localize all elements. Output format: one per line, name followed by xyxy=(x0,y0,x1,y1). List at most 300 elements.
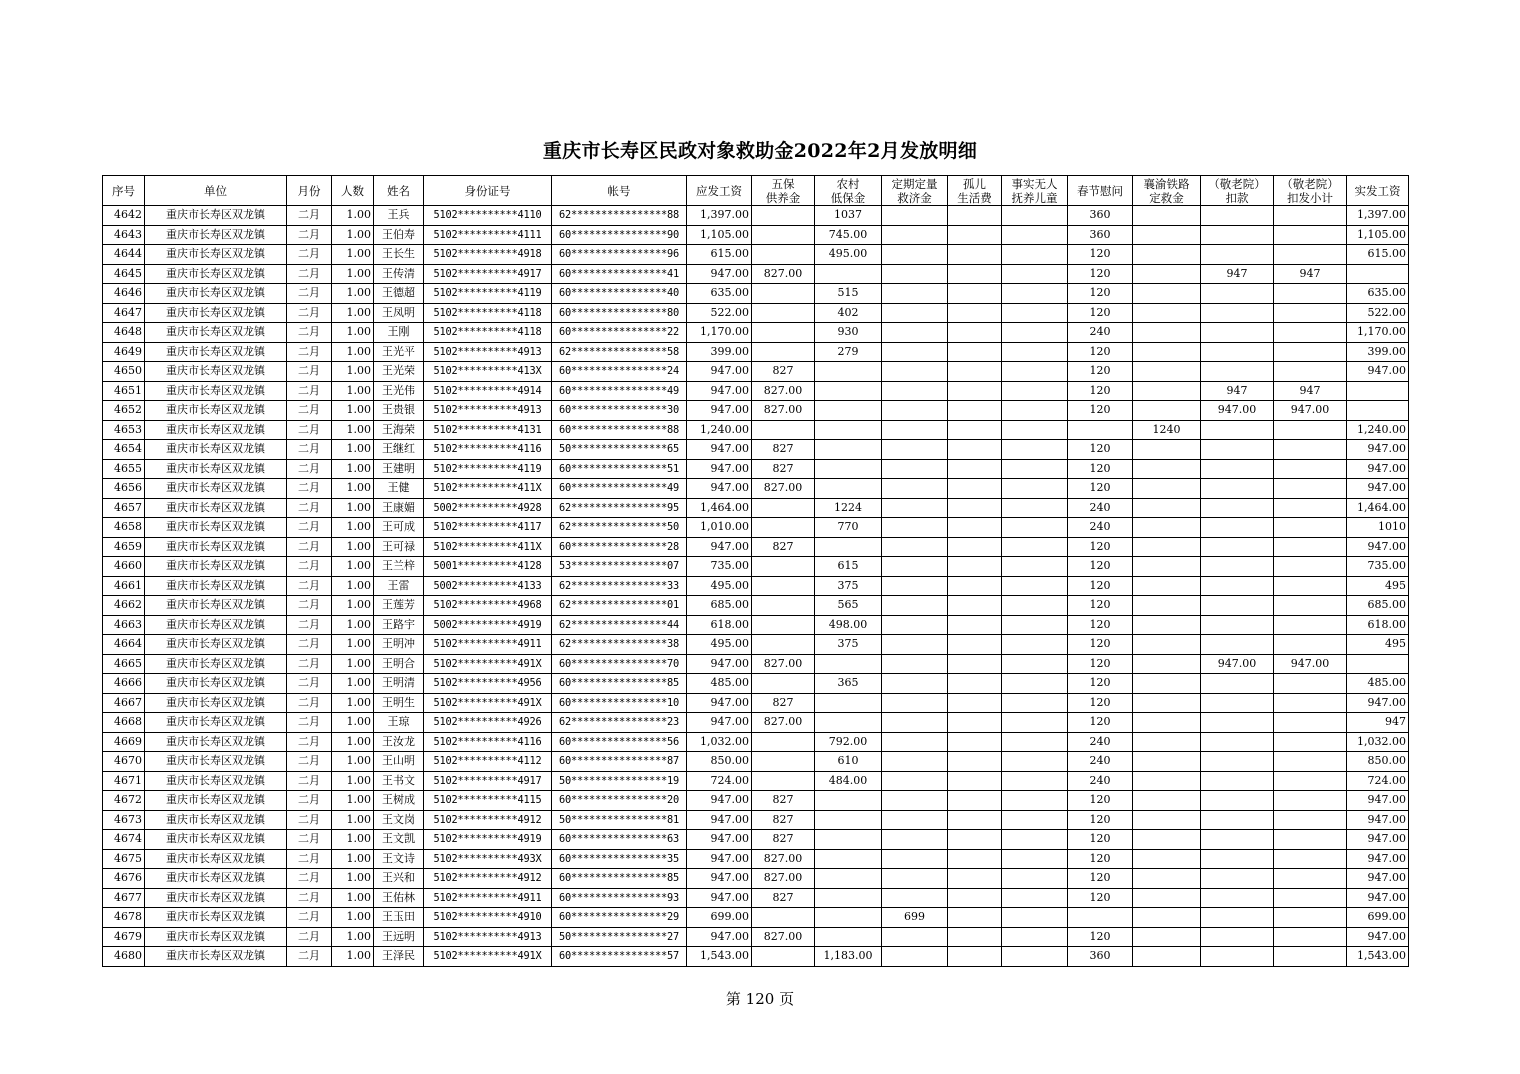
table-cell xyxy=(948,830,1002,850)
table-cell: 5102**********4118 xyxy=(424,323,552,343)
table-cell xyxy=(1133,479,1201,499)
table-cell: 重庆市长寿区双龙镇 xyxy=(145,245,287,265)
table-row xyxy=(103,674,1409,694)
table-cell: 二月 xyxy=(287,927,332,947)
table-cell xyxy=(1274,713,1347,733)
table-cell xyxy=(948,810,1002,830)
table-cell xyxy=(1274,537,1347,557)
table-cell xyxy=(1274,732,1347,752)
table-cell: 1.00 xyxy=(332,771,374,791)
table-cell: 1.00 xyxy=(332,635,374,655)
table-cell: 5102**********4913 xyxy=(424,342,552,362)
table-cell xyxy=(948,576,1002,596)
table-cell: 5102**********4119 xyxy=(424,284,552,304)
table-cell: 王书文 xyxy=(374,771,424,791)
table-cell xyxy=(1002,245,1068,265)
table-cell: 1.00 xyxy=(332,791,374,811)
table-cell: 1,105.00 xyxy=(687,225,752,245)
table-cell: 5102**********491X xyxy=(424,947,552,967)
table-cell xyxy=(948,557,1002,577)
table-cell: 重庆市长寿区双龙镇 xyxy=(145,947,287,967)
table-cell: 5102**********4116 xyxy=(424,440,552,460)
header-cell: 事实无人 抚养儿童 xyxy=(1002,176,1068,206)
table-cell: 1.00 xyxy=(332,459,374,479)
table-cell xyxy=(1201,947,1274,967)
table-cell xyxy=(1201,732,1274,752)
table-cell: 635.00 xyxy=(687,284,752,304)
table-cell xyxy=(948,791,1002,811)
table-cell: 62****************88 xyxy=(552,206,687,226)
page-title: 重庆市长寿区民政对象救助金2022年2月发放明细 xyxy=(542,140,978,162)
table-cell: 60****************29 xyxy=(552,908,687,928)
table-cell: 360 xyxy=(1068,225,1133,245)
table-cell xyxy=(882,323,948,343)
table-row xyxy=(103,420,1409,440)
table-cell: 重庆市长寿区双龙镇 xyxy=(145,927,287,947)
table-cell: 947.00 xyxy=(1201,401,1274,421)
table-cell: 240 xyxy=(1068,752,1133,772)
table-cell: 5001**********4128 xyxy=(424,557,552,577)
table-cell xyxy=(1133,674,1201,694)
table-cell: 重庆市长寿区双龙镇 xyxy=(145,401,287,421)
table-cell xyxy=(1201,810,1274,830)
table-cell xyxy=(1002,810,1068,830)
table-cell: 947.00 xyxy=(687,654,752,674)
table-cell: 685.00 xyxy=(1347,596,1409,616)
table-cell xyxy=(1274,771,1347,791)
table-cell: 二月 xyxy=(287,518,332,538)
table-cell: 62****************95 xyxy=(552,498,687,518)
table-cell: 1,105.00 xyxy=(1347,225,1409,245)
table-cell: 1.00 xyxy=(332,674,374,694)
table-row xyxy=(103,810,1409,830)
table-cell: 615.00 xyxy=(687,245,752,265)
table-cell xyxy=(1201,791,1274,811)
table-cell: 王明生 xyxy=(374,693,424,713)
table-cell: 5102**********4914 xyxy=(424,381,552,401)
table-cell: 827.00 xyxy=(752,401,815,421)
table-cell: 5102**********4912 xyxy=(424,810,552,830)
table-cell: 1,240.00 xyxy=(687,420,752,440)
table-cell xyxy=(1002,557,1068,577)
table-cell: 二月 xyxy=(287,576,332,596)
table-cell xyxy=(815,810,882,830)
table-cell xyxy=(1133,401,1201,421)
table-cell: 王可禄 xyxy=(374,537,424,557)
table-cell: 重庆市长寿区双龙镇 xyxy=(145,225,287,245)
table-cell xyxy=(1002,947,1068,967)
table-cell xyxy=(948,615,1002,635)
table-cell xyxy=(815,537,882,557)
table-cell xyxy=(1133,615,1201,635)
table-cell: 947.00 xyxy=(687,849,752,869)
table-cell xyxy=(1274,947,1347,967)
table-cell xyxy=(752,498,815,518)
table-cell xyxy=(1002,381,1068,401)
table-cell xyxy=(948,284,1002,304)
table-cell xyxy=(948,264,1002,284)
header-cell: 春节慰问 xyxy=(1068,176,1133,206)
table-cell: 485.00 xyxy=(1347,674,1409,694)
table-cell xyxy=(1133,791,1201,811)
table-cell xyxy=(882,674,948,694)
table-cell xyxy=(1002,576,1068,596)
table-cell xyxy=(815,654,882,674)
table-cell xyxy=(1068,420,1133,440)
table-cell: 60****************96 xyxy=(552,245,687,265)
table-cell xyxy=(752,674,815,694)
table-cell xyxy=(882,947,948,967)
table-cell xyxy=(1002,693,1068,713)
table-cell xyxy=(1133,576,1201,596)
table-cell xyxy=(882,576,948,596)
table-cell xyxy=(752,596,815,616)
table-row xyxy=(103,557,1409,577)
table-cell: 二月 xyxy=(287,264,332,284)
table-cell xyxy=(1201,752,1274,772)
table-cell: 50****************19 xyxy=(552,771,687,791)
table-cell: 60****************88 xyxy=(552,420,687,440)
table-cell xyxy=(948,303,1002,323)
table-cell: 1,543.00 xyxy=(1347,947,1409,967)
table-cell xyxy=(1274,323,1347,343)
table-row xyxy=(103,596,1409,616)
table-cell xyxy=(815,401,882,421)
table-cell xyxy=(752,342,815,362)
table-cell xyxy=(815,440,882,460)
table-cell: 360 xyxy=(1068,947,1133,967)
table-cell xyxy=(882,557,948,577)
table-cell xyxy=(752,576,815,596)
table-cell: 1010 xyxy=(1347,518,1409,538)
table-cell xyxy=(1002,518,1068,538)
table-cell: 495.00 xyxy=(815,245,882,265)
table-cell xyxy=(948,869,1002,889)
table-cell xyxy=(1002,927,1068,947)
table-cell xyxy=(1133,654,1201,674)
table-cell: 重庆市长寿区双龙镇 xyxy=(145,752,287,772)
table-cell: 重庆市长寿区双龙镇 xyxy=(145,323,287,343)
table-cell: 4652 xyxy=(103,401,145,421)
table-cell xyxy=(1133,362,1201,382)
table-cell: 375 xyxy=(815,576,882,596)
table-cell xyxy=(948,713,1002,733)
table-row xyxy=(103,264,1409,284)
table-cell xyxy=(752,284,815,304)
table-cell: 60****************24 xyxy=(552,362,687,382)
table-cell: 62****************38 xyxy=(552,635,687,655)
table-cell: 4645 xyxy=(103,264,145,284)
table-cell: 4670 xyxy=(103,752,145,772)
table-cell xyxy=(752,908,815,928)
table-cell: 947.00 xyxy=(1347,362,1409,382)
table-row xyxy=(103,752,1409,772)
table-cell xyxy=(948,732,1002,752)
table-cell xyxy=(1201,635,1274,655)
table-cell: 王传清 xyxy=(374,264,424,284)
table-cell: 二月 xyxy=(287,654,332,674)
table-cell: 120 xyxy=(1068,342,1133,362)
header-cell: 姓名 xyxy=(374,176,424,206)
table-cell xyxy=(1201,420,1274,440)
table-cell: 1.00 xyxy=(332,206,374,226)
table-row xyxy=(103,830,1409,850)
table-cell: 120 xyxy=(1068,362,1133,382)
table-cell xyxy=(882,362,948,382)
table-cell: 947.00 xyxy=(1347,459,1409,479)
table-cell: 5102**********4913 xyxy=(424,927,552,947)
table-row xyxy=(103,518,1409,538)
table-cell xyxy=(815,479,882,499)
table-cell: 120 xyxy=(1068,440,1133,460)
table-cell: 947.00 xyxy=(687,713,752,733)
table-cell: 5102**********491X xyxy=(424,693,552,713)
table-cell: 1,397.00 xyxy=(687,206,752,226)
table-cell xyxy=(948,401,1002,421)
table-cell: 二月 xyxy=(287,557,332,577)
table-cell xyxy=(1201,615,1274,635)
table-cell xyxy=(1201,323,1274,343)
table-cell xyxy=(948,342,1002,362)
table-cell xyxy=(1274,576,1347,596)
table-cell: 1.00 xyxy=(332,927,374,947)
table-cell xyxy=(1201,498,1274,518)
table-cell: 4677 xyxy=(103,888,145,908)
table-cell: 二月 xyxy=(287,947,332,967)
table-cell xyxy=(1002,401,1068,421)
table-cell: 495.00 xyxy=(687,576,752,596)
table-row xyxy=(103,245,1409,265)
table-cell: 4665 xyxy=(103,654,145,674)
table-cell: 5102**********4968 xyxy=(424,596,552,616)
table-cell: 618.00 xyxy=(1347,615,1409,635)
table-cell: 827.00 xyxy=(752,654,815,674)
table-cell: 二月 xyxy=(287,849,332,869)
table-cell: 827.00 xyxy=(752,849,815,869)
table-cell xyxy=(948,323,1002,343)
table-cell: 王文凯 xyxy=(374,830,424,850)
table-row xyxy=(103,459,1409,479)
table-cell xyxy=(815,908,882,928)
table-cell xyxy=(1133,557,1201,577)
table-cell xyxy=(1347,401,1409,421)
table-cell xyxy=(815,869,882,889)
table-cell: 1.00 xyxy=(332,557,374,577)
table-cell xyxy=(1274,518,1347,538)
table-cell xyxy=(1347,264,1409,284)
table-cell xyxy=(1274,635,1347,655)
table-cell xyxy=(1274,596,1347,616)
table-cell xyxy=(1274,791,1347,811)
table-cell: 60****************41 xyxy=(552,264,687,284)
table-cell xyxy=(1201,713,1274,733)
table-cell: 二月 xyxy=(287,908,332,928)
table-cell: 1.00 xyxy=(332,693,374,713)
table-cell: 827 xyxy=(752,810,815,830)
table-cell: 5102**********4926 xyxy=(424,713,552,733)
header-cell: 孤儿 生活费 xyxy=(948,176,1002,206)
table-cell xyxy=(1133,732,1201,752)
table-cell xyxy=(1274,752,1347,772)
table-cell: 947.00 xyxy=(687,791,752,811)
table-cell: 4647 xyxy=(103,303,145,323)
table-cell: 947 xyxy=(1274,381,1347,401)
table-cell xyxy=(752,557,815,577)
table-cell: 120 xyxy=(1068,830,1133,850)
table-cell: 120 xyxy=(1068,459,1133,479)
table-cell: 4646 xyxy=(103,284,145,304)
table-cell: 王佑林 xyxy=(374,888,424,908)
table-cell xyxy=(1274,498,1347,518)
table-cell: 4668 xyxy=(103,713,145,733)
table-cell xyxy=(1274,284,1347,304)
table-cell: 827.00 xyxy=(752,264,815,284)
table-cell: 二月 xyxy=(287,888,332,908)
table-cell: 827 xyxy=(752,362,815,382)
table-cell: 60****************20 xyxy=(552,791,687,811)
table-cell: 1.00 xyxy=(332,752,374,772)
table-cell: 二月 xyxy=(287,732,332,752)
table-row xyxy=(103,303,1409,323)
table-cell: 二月 xyxy=(287,830,332,850)
table-cell: 240 xyxy=(1068,518,1133,538)
table-cell: 1.00 xyxy=(332,615,374,635)
table-cell: 947.00 xyxy=(1347,810,1409,830)
table-cell: 5102**********4956 xyxy=(424,674,552,694)
table-cell: 4664 xyxy=(103,635,145,655)
table-cell: 王康媚 xyxy=(374,498,424,518)
table-row xyxy=(103,849,1409,869)
table-cell: 947.00 xyxy=(1347,791,1409,811)
header-cell: 身份证号 xyxy=(424,176,552,206)
table-cell: 60****************85 xyxy=(552,674,687,694)
table-cell xyxy=(882,518,948,538)
table-cell: 重庆市长寿区双龙镇 xyxy=(145,674,287,694)
table-cell xyxy=(882,342,948,362)
table-row xyxy=(103,908,1409,928)
table-cell: 120 xyxy=(1068,557,1133,577)
table-cell: 498.00 xyxy=(815,615,882,635)
table-cell: 1.00 xyxy=(332,323,374,343)
table-cell: 1.00 xyxy=(332,498,374,518)
table-cell xyxy=(1133,537,1201,557)
table-row xyxy=(103,479,1409,499)
table-cell: 王汝龙 xyxy=(374,732,424,752)
table-cell: 60****************49 xyxy=(552,381,687,401)
table-cell xyxy=(882,245,948,265)
header-cell: 月份 xyxy=(287,176,332,206)
table-cell: 50****************81 xyxy=(552,810,687,830)
table-cell: 947.00 xyxy=(687,362,752,382)
table-cell xyxy=(882,401,948,421)
table-cell xyxy=(882,849,948,869)
table-cell xyxy=(1133,752,1201,772)
table-cell xyxy=(752,752,815,772)
table-cell: 5102**********4910 xyxy=(424,908,552,928)
table-cell xyxy=(882,498,948,518)
table-cell: 王建明 xyxy=(374,459,424,479)
table-cell xyxy=(948,362,1002,382)
table-cell xyxy=(1002,498,1068,518)
table-cell: 827 xyxy=(752,537,815,557)
table-cell: 947.00 xyxy=(687,869,752,889)
table-cell xyxy=(1201,303,1274,323)
table-cell xyxy=(1133,693,1201,713)
table-cell xyxy=(882,381,948,401)
table-cell: 1,240.00 xyxy=(1347,420,1409,440)
table-cell xyxy=(882,225,948,245)
table-cell: 827.00 xyxy=(752,869,815,889)
table-cell: 4656 xyxy=(103,479,145,499)
table-cell: 二月 xyxy=(287,791,332,811)
table-cell: 5102**********4119 xyxy=(424,459,552,479)
table-cell: 1.00 xyxy=(332,732,374,752)
table-cell xyxy=(1201,245,1274,265)
table-cell xyxy=(1201,849,1274,869)
table-cell xyxy=(1201,459,1274,479)
header-cell: 帐号 xyxy=(552,176,687,206)
table-cell: 60****************10 xyxy=(552,693,687,713)
table-cell xyxy=(882,284,948,304)
table-cell: 827 xyxy=(752,693,815,713)
table-cell: 5102**********4917 xyxy=(424,264,552,284)
table-row xyxy=(103,284,1409,304)
table-row xyxy=(103,225,1409,245)
table-cell: 王明合 xyxy=(374,654,424,674)
table-row xyxy=(103,440,1409,460)
table-cell: 1.00 xyxy=(332,362,374,382)
table-cell xyxy=(1133,303,1201,323)
table-cell xyxy=(1274,908,1347,928)
table-row xyxy=(103,635,1409,655)
table-cell: 5102**********4112 xyxy=(424,752,552,772)
table-cell: 947.00 xyxy=(1201,654,1274,674)
table-cell xyxy=(1201,206,1274,226)
table-cell xyxy=(1274,362,1347,382)
table-cell: 二月 xyxy=(287,674,332,694)
table-cell xyxy=(1201,576,1274,596)
table-cell: 重庆市长寿区双龙镇 xyxy=(145,284,287,304)
table-cell xyxy=(1133,635,1201,655)
table-cell xyxy=(752,225,815,245)
header-cell: （敬老院） 扣款 xyxy=(1201,176,1274,206)
table-cell xyxy=(1002,206,1068,226)
table-cell: 1.00 xyxy=(332,596,374,616)
table-cell: 二月 xyxy=(287,342,332,362)
table-cell: 947.00 xyxy=(687,479,752,499)
table-cell: 4679 xyxy=(103,927,145,947)
table-cell: 1.00 xyxy=(332,888,374,908)
table-cell: 60****************49 xyxy=(552,479,687,499)
table-cell xyxy=(1347,654,1409,674)
table-cell xyxy=(1274,674,1347,694)
table-cell: 王明清 xyxy=(374,674,424,694)
table-cell xyxy=(752,771,815,791)
table-cell: 二月 xyxy=(287,713,332,733)
table-cell: 4651 xyxy=(103,381,145,401)
table-cell xyxy=(1274,206,1347,226)
table-cell xyxy=(1133,596,1201,616)
table-cell: 重庆市长寿区双龙镇 xyxy=(145,557,287,577)
table-cell xyxy=(882,440,948,460)
table-cell: 王树成 xyxy=(374,791,424,811)
table-cell: 王凤明 xyxy=(374,303,424,323)
table-cell xyxy=(1002,771,1068,791)
table-cell xyxy=(948,596,1002,616)
table-cell: 947.00 xyxy=(687,537,752,557)
table-cell xyxy=(1133,284,1201,304)
table-cell: 1037 xyxy=(815,206,882,226)
